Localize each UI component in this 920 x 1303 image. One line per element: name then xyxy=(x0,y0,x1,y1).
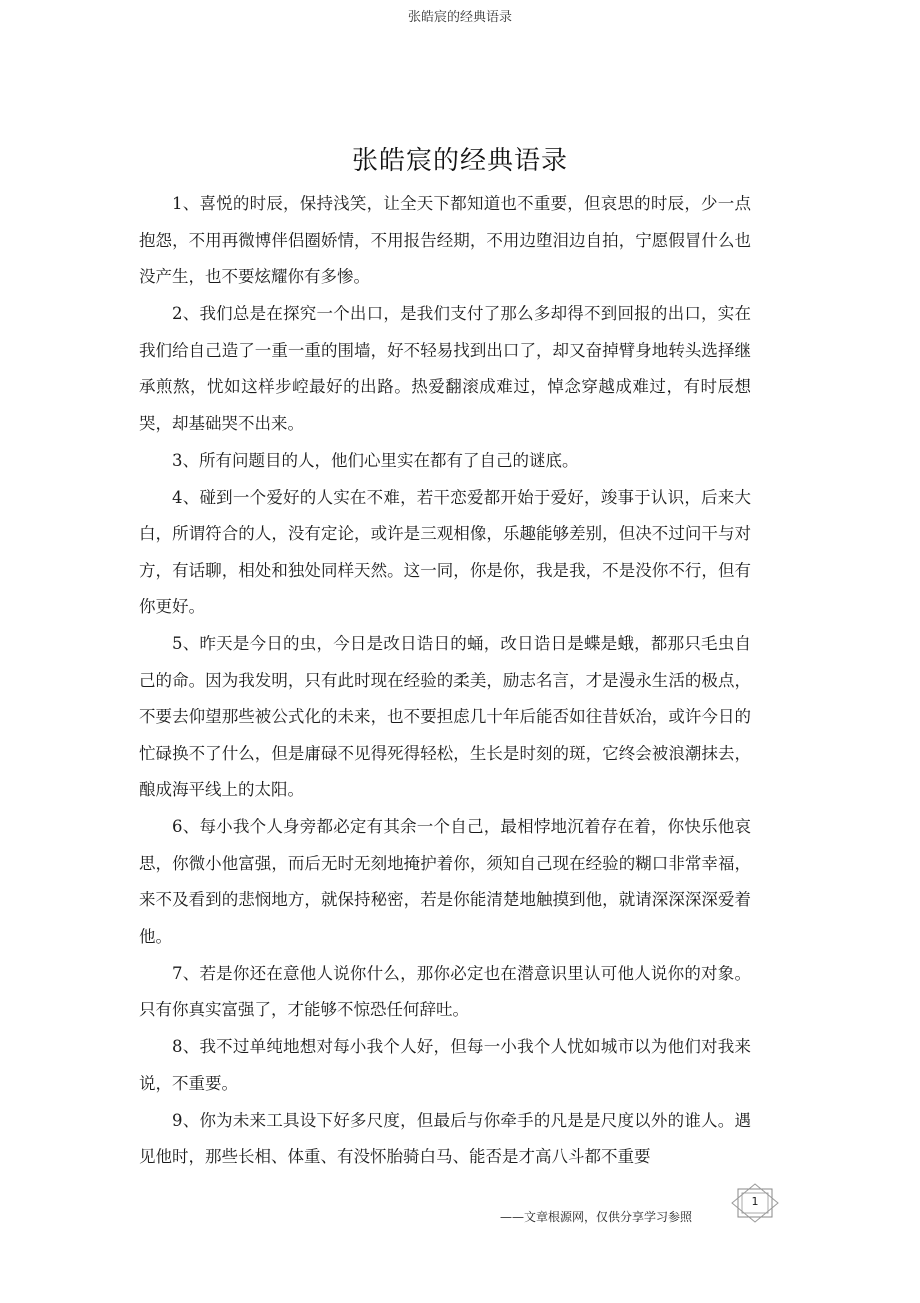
paragraph: 1、喜悦的时辰，保持浅笑，让全天下都知道也不重要，但哀思的时辰，少一点抱怨，不用再微博伴侣圈娇情，不用报告经期，不用边堕泪边自拍，宁愿假冒什么也没产生，也不要炫耀你有多惨。 xyxy=(139,194,751,286)
page-number: 1 xyxy=(751,1195,759,1208)
paragraph: 3、所有问题目的人，他们心里实在都有了自己的谜底。 xyxy=(172,450,579,470)
paragraph: 8、我不过单纯地想对每小我个人好，但每一小我个人忧如城市以为他们对我来说，不重要。 xyxy=(139,1037,751,1093)
paragraph: 2、我们总是在探究一个出口，是我们支付了那么多却得不到回报的出口，实在我们给自己造了一重一重的围墙，好不轻易找到出口了，却又奋掉臂身地转头选择继承煎熬，忧如这样步崆最好的出路。热爱翻滚成难过，悼念穿越成难过，有时辰想哭，却基础哭不出来。 xyxy=(139,304,751,433)
document-title: 张皓宸的经典语录 xyxy=(351,146,568,176)
running-header: 张皓宸的经典语录 xyxy=(407,10,512,25)
footer-note: ——文章根源网，仅供分享学习参照 xyxy=(500,1210,693,1224)
paragraph: 6、每小我个人身旁都必定有其余一个自己，最相悖地沉着存在着，你快乐他哀思，你微小他富强，而后无时无刻地掩护着你，须知自己现在经验的糊口非常幸福，来不及看到的悲悯地方，就保持秘密，若是你能清楚地触摸到他，就请深深深深爱着他。 xyxy=(139,817,751,946)
document-body xyxy=(139,186,751,1176)
paragraph: 5、昨天是今日的虫，今日是改日诰日的蛹，改日诰日是蝶是蛾，都那只毛虫自己的命。因为我发明，只有此时现在经验的柔美，励志名言，才是漫永生活的极点，不要去仰望那些被公式化的未来，也不要担虑几十年后能否如往昔妖冶，或许今日的忙碌换不了什么，但是庸碌不见得死得轻松，生长是时刻的斑，它终会被浪潮抹去，酿成海平线上的太阳。 xyxy=(139,634,751,799)
paragraph: 4、碰到一个爱好的人实在不难，若干恋爱都开始于爱好，竣事于认识，后来大白，所谓符合的人，没有定论，或许是三观相像，乐趣能够差别，但决不过问干与对方，有话聊，相处和独处同样天然。这一同，你是你，我是我，不是没你不行，但有你更好。 xyxy=(139,487,751,616)
paragraph: 9、你为未来工具设下好多尺度，但最后与你牵手的凡是是尺度以外的谁人。遇见他时，那些长相、体重、有没怀胎骑白马、能否是才高八斗都不重要 xyxy=(139,1110,751,1166)
paragraph: 7、若是你还在意他人说你什么，那你必定也在潜意识里认可他人说你的对象。只有你真实富强了，才能够不惊恐任何辞吐。 xyxy=(139,963,751,1019)
